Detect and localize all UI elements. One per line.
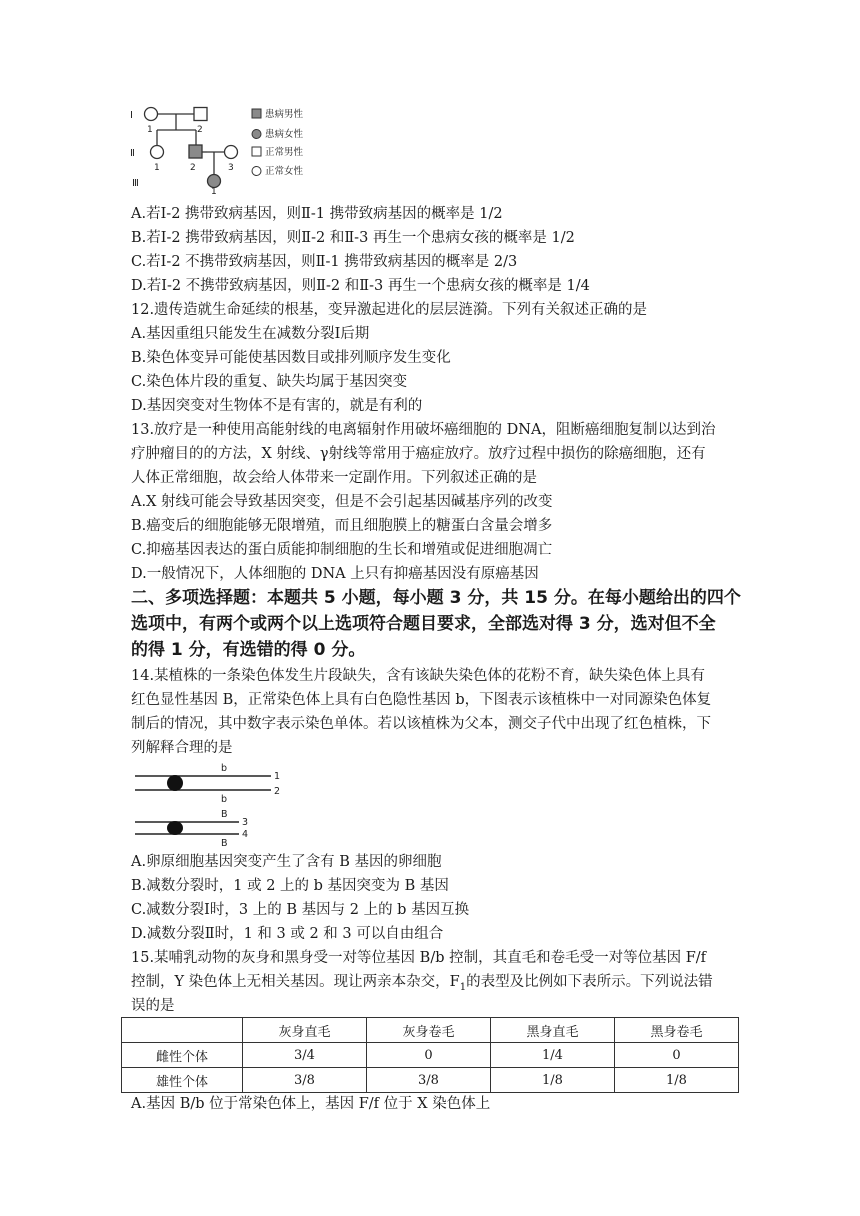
chromatid-number: 3 [242,817,249,828]
table-header-cell: 灰身卷毛 [367,1018,491,1043]
legend-normal-female-label: 正常女性 [265,166,304,177]
q11-option-c: C.若Ⅰ-2 不携带致病基因，则Ⅱ-1 携带致病基因的概率是 2/3 [131,254,518,270]
table-header-cell [122,1018,243,1043]
q13-option-b: B.癌变后的细胞能够无限增殖，而且细胞膜上的糖蛋白含量会增多 [131,518,553,534]
table-cell: 1/8 [615,1068,739,1093]
table-row [122,1068,739,1093]
chromatid-number: 4 [242,829,249,840]
table-row [122,1043,739,1068]
gene-label: b [221,794,228,805]
pedigree-id: 1 [147,125,153,135]
q11-option-b: B.若Ⅰ-2 携带致病基因，则Ⅱ-2 和Ⅱ-3 再生一个患病女孩的概率是 1/2 [131,230,575,246]
gene-label: b [221,763,228,774]
pedigree-ii2-affected-male [189,145,202,158]
chromatid-number: 2 [274,786,281,797]
centromere-top [167,775,183,791]
legend-normal-female-icon [252,167,261,176]
q15-stem-text: 的表型及比例如下表所示。下列说法错 [466,974,713,990]
legend-normal-male-label: 正常男性 [265,147,304,158]
q14-option-a: A.卵原细胞基因突变产生了含有 B 基因的卵细胞 [131,854,442,870]
q15-stem-line: 误的是 [131,998,175,1014]
pedigree-id: 2 [197,125,203,135]
pedigree-figure [128,102,318,194]
chromosome-figure [133,762,283,848]
phenotype-table [121,1017,739,1093]
pedigree-id: 2 [190,163,196,173]
pedigree-id: 1 [211,187,217,194]
section2-heading-line: 选项中，有两个或两个以上选项符合题目要求，全部选对得 3 分，选对但不全 [131,614,716,634]
pedigree-i2-normal-male [194,108,207,121]
q15-stem-line [131,972,713,998]
q12-stem: 12.遗传造就生命延续的根基，变异激起进化的层层涟漪。下列有关叙述正确的是 [131,302,648,318]
legend-normal-male-icon [252,147,261,156]
table-cell: 雄性个体 [122,1068,243,1093]
table-cell: 1/8 [491,1068,615,1093]
legend-affected-male-icon [252,109,261,118]
table-cell: 3/8 [243,1068,367,1093]
section2-heading-line: 二、多项选择题：本题共 5 小题，每小题 3 分，共 15 分。在每小题给出的四个 [131,588,741,608]
pedigree-iii1-affected-female [208,175,221,188]
q15-option-a: A.基因 B/b 位于常染色体上，基因 F/f 位于 X 染色体上 [131,1096,491,1112]
gene-label: B [221,838,228,848]
pedigree-ii3-normal-female [225,146,238,159]
table-header-cell: 灰身直毛 [243,1018,367,1043]
pedigree-gen-label-i: Ⅰ [130,110,133,121]
section2-heading-line: 的得 1 分，有选错的得 0 分。 [131,640,366,660]
table-cell: 1/4 [491,1043,615,1068]
pedigree-gen-label-ii: Ⅱ [130,148,135,159]
legend-affected-male-label: 患病男性 [265,109,304,120]
q11-option-d: D.若Ⅰ-2 不携带致病基因，则Ⅱ-2 和Ⅱ-3 再生一个患病女孩的概率是 1/4 [131,278,590,294]
q12-option-b: B.染色体变异可能使基因数目或排列顺序发生变化 [131,350,451,366]
pedigree-id: 1 [154,163,160,173]
pedigree-gen-label-iii: Ⅲ [132,178,139,189]
pedigree-i1-normal-female [145,108,158,121]
table-cell: 雌性个体 [122,1043,243,1068]
q14-stem-line: 14.某植株的一条染色体发生片段缺失，含有该缺失染色体的花粉不育，缺失染色体上具有 [131,668,706,684]
q13-stem-line: 13.放疗是一种使用高能射线的电离辐射作用破坏癌细胞的 DNA，阻断癌细胞复制以达到治 [131,422,716,438]
centromere-bottom [167,821,183,835]
table-cell: 0 [615,1043,739,1068]
q11-option-a: A.若Ⅰ-2 携带致病基因，则Ⅱ-1 携带致病基因的概率是 1/2 [131,206,503,222]
q12-option-d: D.基因突变对生物体不是有害的，就是有利的 [131,398,423,414]
chromatid-number: 1 [274,771,281,782]
f1-subscript: 1 [459,981,467,993]
q12-option-a: A.基因重组只能发生在减数分裂Ⅰ后期 [131,326,370,342]
q14-stem-line: 红色显性基因 B，正常染色体上具有白色隐性基因 b，下图表示该植株中一对同源染色体复 [131,692,712,708]
legend-affected-female-icon [252,130,261,139]
table-cell: 3/8 [367,1068,491,1093]
q13-stem-line: 人体正常细胞，故会给人体带来一定副作用。下列叙述正确的是 [131,470,537,486]
q15-stem-text: 控制，Y 染色体上无相关基因。现让两亲本杂交，F [131,974,460,990]
table-header-cell: 黑身直毛 [491,1018,615,1043]
q14-option-b: B.减数分裂时，1 或 2 上的 b 基因突变为 B 基因 [131,878,449,894]
q15-stem-line: 15.某哺乳动物的灰身和黑身受一对等位基因 B/b 控制，其直毛和卷毛受一对等位基因 F/f [131,950,707,966]
q13-option-d: D.一般情况下，人体细胞的 DNA 上只有抑癌基因没有原癌基因 [131,566,539,582]
q13-option-a: A.X 射线可能会导致基因突变，但是不会引起基因碱基序列的改变 [131,494,553,510]
q12-option-c: C.染色体片段的重复、缺失均属于基因突变 [131,374,408,390]
pedigree-id: 3 [228,163,234,173]
q14-option-c: C.减数分裂Ⅰ时，3 上的 B 基因与 2 上的 b 基因互换 [131,902,470,918]
q14-option-d: D.减数分裂Ⅱ时，1 和 3 或 2 和 3 可以自由组合 [131,926,444,942]
legend-affected-female-label: 患病女性 [265,129,304,140]
q14-stem-line: 制后的情况，其中数字表示染色单体。若以该植株为父本，测交子代中出现了红色植株，下 [131,716,711,732]
table-cell: 3/4 [243,1043,367,1068]
table-cell: 0 [367,1043,491,1068]
q13-option-c: C.抑癌基因表达的蛋白质能抑制细胞的生长和增殖或促进细胞凋亡 [131,542,553,558]
gene-label: B [221,809,228,820]
table-header-row [122,1018,739,1043]
q14-stem-line: 列解释合理的是 [131,740,233,756]
pedigree-ii1-normal-female [151,146,164,159]
table-header-cell: 黑身卷毛 [615,1018,739,1043]
q13-stem-line: 疗肿瘤目的的方法，X 射线、γ射线等常用于癌症放疗。放疗过程中损伤的除癌细胞，还有 [131,446,706,462]
